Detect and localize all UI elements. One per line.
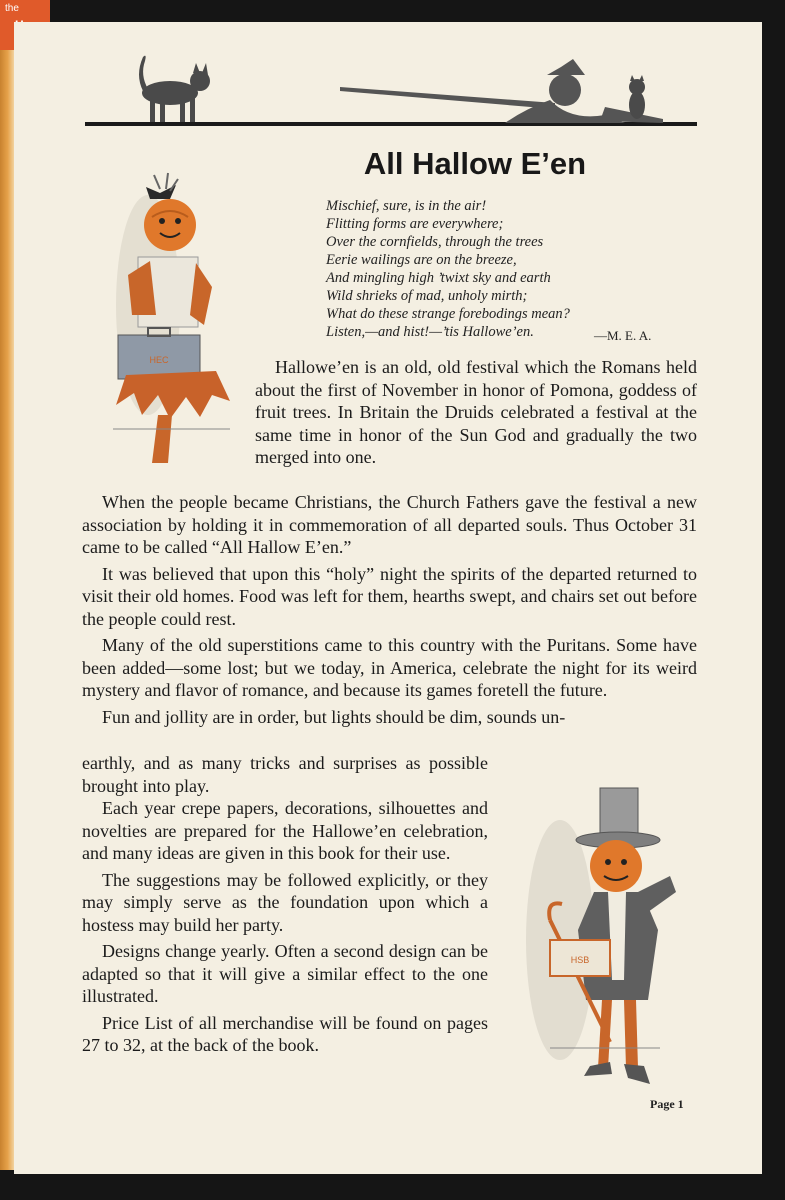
logo-the: the bbox=[5, 3, 19, 14]
pumpkin-figure-with-suitcase-illustration bbox=[108, 165, 238, 465]
poem-line: Eerie wailings are on the breeze, bbox=[326, 252, 517, 268]
poem-line: Listen,—and hist!—’tis Hallowe’en. bbox=[326, 324, 534, 340]
poem-line: And mingling high ’twixt sky and earth bbox=[326, 270, 551, 286]
poem-attribution: —M. E. A. bbox=[594, 328, 652, 343]
hat-bow-icon bbox=[146, 173, 178, 199]
owl-icon bbox=[629, 75, 645, 119]
suitcase-label: HSB bbox=[570, 955, 590, 965]
black-cat-icon bbox=[139, 56, 210, 122]
witch-on-broom-icon bbox=[340, 59, 663, 123]
body-paragraph-block bbox=[82, 491, 697, 732]
poem-line: Wild shrieks of mad, unholy mirth; bbox=[326, 288, 528, 304]
book-spine bbox=[0, 50, 14, 1170]
suitcase-icon bbox=[118, 328, 200, 379]
page-number: Page 1 bbox=[650, 1097, 684, 1111]
intro-paragraph-block bbox=[255, 356, 697, 473]
page-title: All Hallow E’en bbox=[363, 146, 587, 181]
paragraph: Fun and jollity are in order, but lights should be dim, sounds un- bbox=[102, 706, 566, 727]
paragraph: Price List of all merchandise will be found on pages 27 to 32, at the back of the book. bbox=[82, 1012, 488, 1055]
pumpkin-head-icon bbox=[590, 840, 642, 892]
poem-line: What do these strange forebodings mean? bbox=[326, 306, 570, 322]
pumpkin-gentleman-with-suitcase-illustration bbox=[520, 780, 690, 1095]
paragraph: It was believed that upon this “holy” night the spirits of the departed returned to visit their old homes. Food was left for them, hearths swept, and chairs set out before the people could rest. bbox=[82, 563, 697, 629]
pumpkin-head-icon bbox=[144, 199, 196, 251]
paragraph: Each year crepe papers, decorations, silhouettes and novelties are prepared for the Hallowe’en celebration, and many ideas are given in this book for their use. bbox=[82, 798, 488, 863]
poem-line: Mischief, sure, is in the air! bbox=[326, 198, 487, 214]
poem-line: Over the cornfields, through the trees bbox=[326, 234, 544, 250]
paragraph: Many of the old superstitions came to this country with the Puritans. Some have been added—some lost; but we today, in America, celebrate the night for its weird mystery and flavor of romance, and because its games foretell the future. bbox=[82, 635, 697, 700]
top-hat-icon bbox=[576, 788, 660, 848]
paragraph: The suggestions may be followed explicitly, or they may simply serve as the foundation upon which a hostess may build her party. bbox=[82, 869, 488, 935]
paragraph: When the people became Christians, the Church Fathers gave the festival a new association by holding it in commemoration of all departed souls. Thus October 31 came to be called “All Hallow E’en.” bbox=[82, 492, 697, 557]
paragraph: earthly, and as many tricks and surprises as possible brought into play. bbox=[82, 753, 488, 796]
paragraph: Designs change yearly. Often a second design can be adapted so that it will give a similar effect to the one illustrated. bbox=[82, 941, 488, 1006]
body-paragraph-continuation bbox=[82, 752, 488, 801]
suitcase-label: HEC bbox=[149, 355, 169, 365]
header-silhouette-banner bbox=[85, 45, 697, 135]
poem-line: Flitting forms are everywhere; bbox=[326, 216, 504, 232]
poem bbox=[326, 197, 686, 341]
narrow-paragraph-block bbox=[82, 797, 488, 1061]
suitcase-icon bbox=[550, 940, 610, 976]
paragraph: Hallowe’en is an old, old festival which the Romans held about the first of November in honor of Pomona, goddess of fruit trees. In Britain the Druids celebrated a festival at the same time in honor of the Sun God and gradually the two merged into one. bbox=[255, 357, 697, 467]
